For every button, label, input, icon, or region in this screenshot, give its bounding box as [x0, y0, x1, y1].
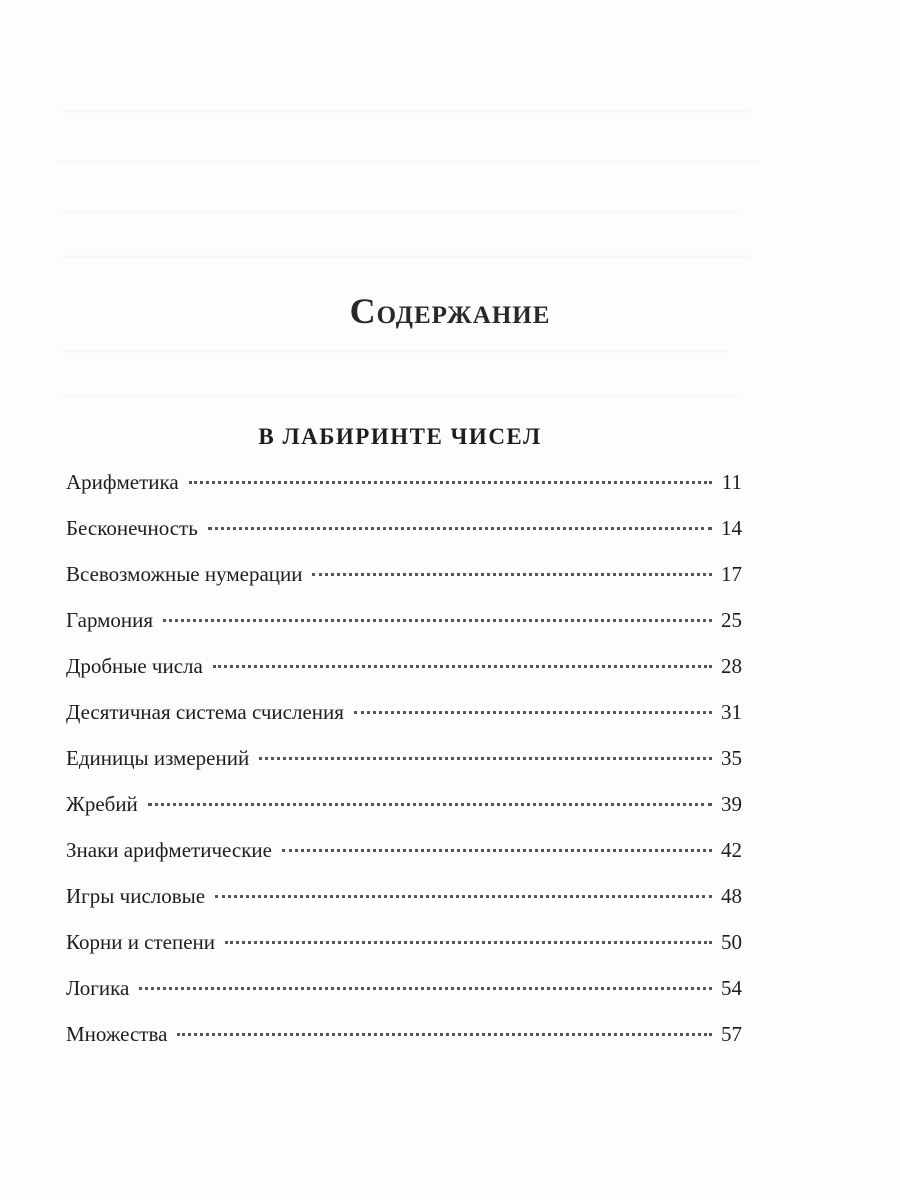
toc-entry [66, 976, 742, 1022]
bleed-through-line [60, 110, 750, 113]
toc-entry [66, 884, 742, 930]
section-heading: В ЛАБИРИНТЕ ЧИСЕЛ [258, 424, 542, 449]
toc-entry-title: Дробные числа [66, 654, 203, 678]
dot-leader [354, 711, 712, 714]
toc-entry [66, 746, 742, 792]
toc-entry-title: Бесконечность [66, 516, 198, 540]
toc-entry-title: Логика [66, 976, 130, 1000]
toc-entry-title: Арифметика [66, 470, 179, 494]
dot-leader [312, 573, 712, 576]
toc-entry-title: Жребий [66, 792, 138, 816]
dot-leader [282, 849, 712, 852]
toc-entry-title: Всевозможные нумерации [66, 562, 303, 586]
toc-entry-page-number: 54 [721, 976, 742, 1000]
toc-entry [66, 608, 742, 654]
dot-leader [139, 987, 712, 990]
toc-entry-title: Единицы измерений [66, 746, 250, 770]
toc-entry [66, 516, 742, 562]
toc-entry-title: Игры числовые [66, 884, 206, 908]
table-of-contents [66, 470, 742, 1068]
dot-leader [189, 481, 712, 484]
toc-entry-page-number: 31 [721, 700, 742, 724]
toc-entry-page-number: 11 [721, 470, 742, 494]
toc-entry-page-number: 48 [721, 884, 742, 908]
dot-leader [259, 757, 712, 760]
bleed-through-line [60, 160, 760, 163]
toc-entry-page-number: 57 [721, 1022, 742, 1046]
dot-leader [208, 527, 712, 530]
toc-entry [66, 1022, 742, 1068]
toc-entry [66, 470, 742, 516]
toc-entry [66, 700, 742, 746]
toc-entry-page-number: 28 [721, 654, 742, 678]
toc-entry [66, 654, 742, 700]
bleed-through-line [60, 395, 740, 398]
bleed-through-line [60, 255, 750, 258]
toc-entry [66, 930, 742, 976]
bleed-through-line [60, 350, 730, 353]
toc-entry-page-number: 35 [721, 746, 742, 770]
toc-entry-title: Корни и степени [66, 930, 216, 954]
toc-entry [66, 792, 742, 838]
dot-leader [148, 803, 712, 806]
bleed-through-line [60, 210, 740, 213]
toc-entry-title: Знаки арифметические [66, 838, 272, 862]
dot-leader [213, 665, 712, 668]
toc-entry-page-number: 42 [721, 838, 742, 862]
toc-entry [66, 838, 742, 884]
toc-entry-title: Гармония [66, 608, 154, 632]
dot-leader [177, 1033, 712, 1036]
dot-leader [225, 941, 712, 944]
toc-entry-page-number: 39 [721, 792, 742, 816]
toc-entry-page-number: 25 [721, 608, 742, 632]
toc-entry-title: Множества [66, 1022, 168, 1046]
toc-entry-page-number: 14 [721, 516, 742, 540]
dot-leader [215, 895, 712, 898]
toc-entry-title: Десятичная система счисления [66, 700, 344, 724]
toc-entry [66, 562, 742, 608]
toc-entry-page-number: 50 [721, 930, 742, 954]
page-title: Содержание [349, 291, 551, 331]
toc-entry-page-number: 17 [721, 562, 742, 586]
dot-leader [163, 619, 712, 622]
